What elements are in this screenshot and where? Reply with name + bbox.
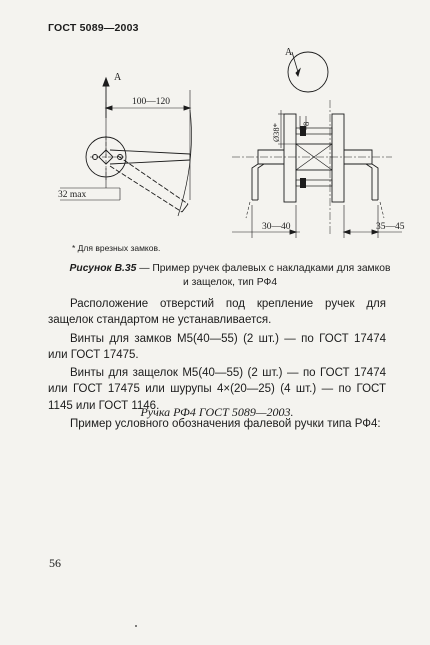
paragraph-3: Винты для защелок М5(40—55) (2 шт.) — по ГОСТ 17474 или ГОСТ 17475 или шурупы 4×(20—25) (4 шт.) — по ГОСТ 1145 или ГОСТ 1146. bbox=[48, 367, 386, 412]
view-arrow-head-right bbox=[296, 69, 300, 76]
standard-header: ГОСТ 5089—2003 bbox=[48, 22, 139, 34]
scan-speck bbox=[135, 625, 137, 627]
caption-dash: — bbox=[136, 263, 153, 274]
escutcheon-right bbox=[332, 114, 344, 202]
handle-lever bbox=[110, 150, 190, 154]
paragraph-2: Винты для замков М5(40—55) (2 шт.) — по ГОСТ 17474 или ГОСТ 17475. bbox=[48, 332, 386, 361]
view-label-left: А bbox=[114, 72, 122, 83]
footnote: * Для врезных замков. bbox=[72, 243, 161, 253]
dimension-label-8: 8 bbox=[301, 121, 311, 126]
handle-rotated bbox=[110, 166, 182, 212]
paragraph-1: Расположение отверстий под крепление ручек для защелок стандартом не устанавливается. bbox=[48, 298, 386, 327]
handle-left-lever bbox=[252, 164, 258, 200]
dimension-arrow bbox=[184, 106, 190, 110]
drawing-svg bbox=[0, 40, 430, 250]
dimension-label-100-120: 100—120 bbox=[132, 97, 170, 107]
caption-line1: Пример ручек фалевых с накладками для замков bbox=[152, 263, 391, 274]
dimension-label-32-max: 32 max bbox=[58, 190, 87, 200]
paragraph-4: Пример условного обозначения фалевой ручки типа РФ4: bbox=[70, 418, 381, 431]
technical-drawing bbox=[0, 40, 430, 250]
designation-example: Ручка РФ4 ГОСТ 5089—2003. bbox=[140, 405, 294, 419]
dimension-label-30-40: 30—40 bbox=[262, 222, 291, 232]
dimension-arrow bbox=[290, 230, 296, 234]
view-label-right: А bbox=[285, 47, 293, 58]
dimension-arrow bbox=[344, 230, 350, 234]
figure-caption bbox=[60, 262, 400, 290]
screw-head bbox=[300, 178, 306, 188]
dimension-arrow bbox=[106, 106, 112, 110]
caption-line2: и защелок, тип РФ4 bbox=[182, 277, 278, 288]
handle-right-lever bbox=[366, 164, 372, 200]
dimension-label-diameter: Ø38* bbox=[271, 123, 281, 142]
handle-rotated-end bbox=[182, 204, 188, 212]
screw-head bbox=[300, 126, 306, 136]
handle-right-motion bbox=[380, 202, 384, 218]
view-arrow-head bbox=[103, 78, 109, 86]
handle-left-lever bbox=[258, 164, 264, 200]
rotation-arc bbox=[178, 110, 192, 216]
handle-lever bbox=[110, 160, 190, 164]
caption-label: Рисунок В.35 bbox=[69, 263, 137, 274]
page-number: 56 bbox=[49, 556, 61, 570]
dimension-label-35-45: 35—45 bbox=[376, 222, 405, 232]
handle-right-lever bbox=[372, 164, 378, 200]
escutcheon-left bbox=[284, 114, 296, 202]
handle-left-motion bbox=[246, 202, 250, 218]
